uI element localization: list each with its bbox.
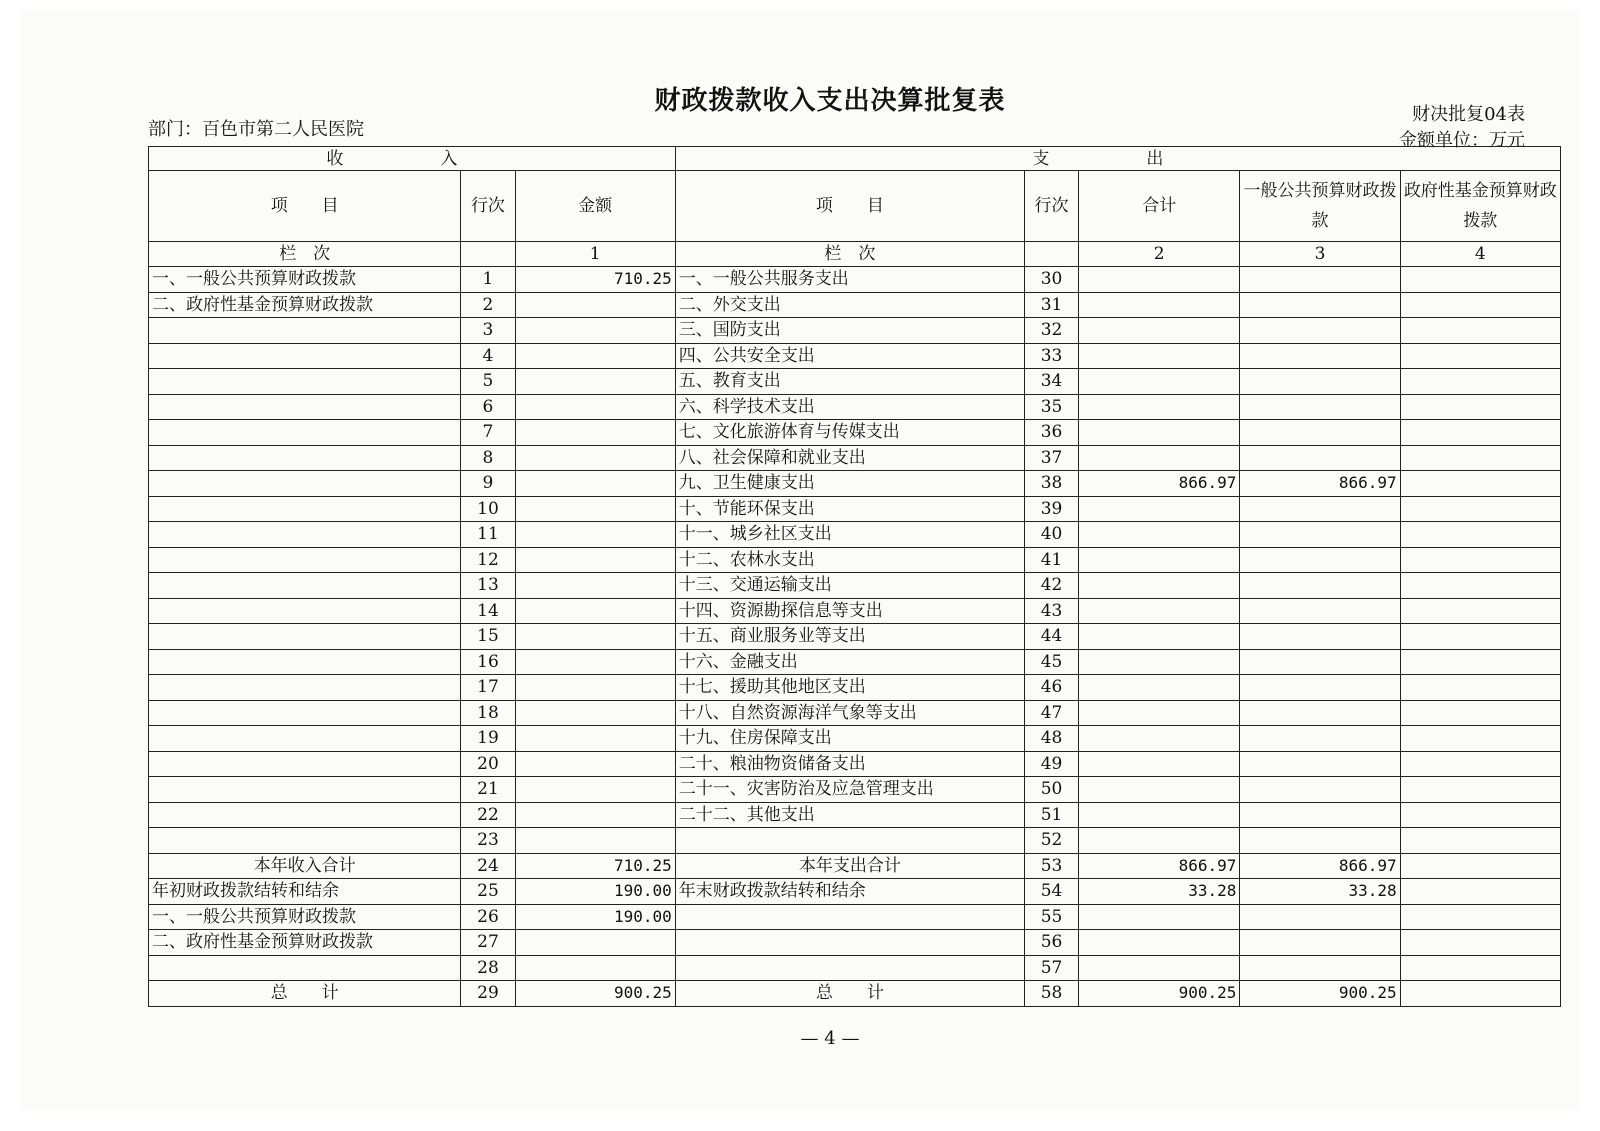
income-row-cell: 9 (461, 471, 515, 497)
income-amount-cell (515, 369, 675, 395)
income-row-cell: 17 (461, 675, 515, 701)
income-item-cell (149, 369, 461, 395)
expense-item-cell (675, 930, 1024, 956)
table-row (149, 496, 1561, 522)
expense-item-cell: 本年支出合计 (675, 853, 1024, 879)
income-item-cell (149, 394, 461, 420)
expense-item-cell: 十二、农林水支出 (675, 547, 1024, 573)
table-row (149, 343, 1561, 369)
table-row (149, 955, 1561, 981)
amount-unit: 金额单位：万元 (1399, 130, 1525, 151)
expense-fund-cell (1400, 547, 1560, 573)
expense-fund-header: 政府性基金预算财政拨款 (1400, 171, 1560, 242)
income-item-header: 项 目 (149, 171, 461, 242)
expense-total-cell (1079, 573, 1240, 599)
income-amount-cell (515, 675, 675, 701)
income-row-cell: 12 (461, 547, 515, 573)
income-amount-cell (515, 445, 675, 471)
table-row (149, 420, 1561, 446)
expense-colno-fund: 4 (1400, 242, 1560, 267)
expense-row-cell: 55 (1024, 904, 1078, 930)
income-section-header (149, 147, 676, 171)
income-amount-cell (515, 751, 675, 777)
table-row (149, 649, 1561, 675)
expense-fund-cell (1400, 726, 1560, 752)
income-row-cell: 20 (461, 751, 515, 777)
income-section-label: 收 入 (326, 148, 498, 169)
income-item-cell (149, 343, 461, 369)
income-amount-cell (515, 496, 675, 522)
income-row-cell: 6 (461, 394, 515, 420)
expense-row-cell: 32 (1024, 318, 1078, 344)
expense-total-cell (1079, 955, 1240, 981)
expense-general-cell: 866.97 (1240, 471, 1400, 497)
expense-row-cell: 38 (1024, 471, 1078, 497)
income-row-cell: 27 (461, 930, 515, 956)
income-row-cell: 16 (461, 649, 515, 675)
expense-general-cell (1240, 547, 1400, 573)
expense-fund-cell (1400, 522, 1560, 548)
expense-row-cell: 36 (1024, 420, 1078, 446)
expense-fund-cell (1400, 879, 1560, 905)
expense-fund-cell (1400, 802, 1560, 828)
expense-fund-cell (1400, 930, 1560, 956)
income-row-cell: 21 (461, 777, 515, 803)
expense-item-cell (675, 828, 1024, 854)
income-item-cell (149, 522, 461, 548)
expense-fund-cell (1400, 904, 1560, 930)
income-amount-cell (515, 955, 675, 981)
expense-general-cell (1240, 955, 1400, 981)
income-row-cell: 4 (461, 343, 515, 369)
income-item-cell (149, 471, 461, 497)
income-item-cell (149, 802, 461, 828)
expense-general-cell (1240, 675, 1400, 701)
income-item-cell: 二、政府性基金预算财政拨款 (149, 292, 461, 318)
expense-fund-cell (1400, 496, 1560, 522)
income-amount-cell (515, 624, 675, 650)
expense-general-cell (1240, 904, 1400, 930)
table-row (149, 394, 1561, 420)
income-item-cell (149, 445, 461, 471)
expense-fund-cell (1400, 573, 1560, 599)
expense-general-cell (1240, 700, 1400, 726)
expense-fund-cell (1400, 649, 1560, 675)
expense-item-header: 项 目 (675, 171, 1024, 242)
expense-total-cell (1079, 547, 1240, 573)
table-row (149, 930, 1561, 956)
expense-general-cell (1240, 496, 1400, 522)
income-row-header: 行次 (461, 171, 515, 242)
income-amount-cell (515, 649, 675, 675)
expense-general-cell (1240, 624, 1400, 650)
income-item-cell: 总 计 (149, 981, 461, 1007)
expense-section-label: 支 出 (1032, 148, 1204, 169)
income-row-cell: 10 (461, 496, 515, 522)
expense-total-cell (1079, 496, 1240, 522)
expense-item-cell: 总 计 (675, 981, 1024, 1007)
expense-section-header (675, 147, 1560, 171)
expense-total-cell (1079, 267, 1240, 293)
expense-row-cell: 46 (1024, 675, 1078, 701)
expense-row-cell: 51 (1024, 802, 1078, 828)
expense-item-cell: 十一、城乡社区支出 (675, 522, 1024, 548)
income-row-cell: 25 (461, 879, 515, 905)
expense-total-cell (1079, 904, 1240, 930)
income-item-cell (149, 496, 461, 522)
income-row-cell: 29 (461, 981, 515, 1007)
income-amount-cell: 900.25 (515, 981, 675, 1007)
expense-total-cell (1079, 369, 1240, 395)
expense-fund-cell (1400, 292, 1560, 318)
table-row (149, 879, 1561, 905)
expense-row-cell: 54 (1024, 879, 1078, 905)
expense-row-cell: 37 (1024, 445, 1078, 471)
income-row-cell: 26 (461, 904, 515, 930)
expense-item-cell: 九、卫生健康支出 (675, 471, 1024, 497)
section-row (149, 147, 1561, 171)
expense-total-cell (1079, 700, 1240, 726)
column-header-row (149, 171, 1561, 242)
expense-row-cell: 34 (1024, 369, 1078, 395)
income-colno-blank (461, 242, 515, 267)
income-row-cell: 13 (461, 573, 515, 599)
column-number-row (149, 242, 1561, 267)
income-item-cell (149, 675, 461, 701)
table-row (149, 369, 1561, 395)
form-code: 财决批复04表 (1412, 104, 1525, 125)
expense-item-cell: 二、外交支出 (675, 292, 1024, 318)
income-item-cell: 二、政府性基金预算财政拨款 (149, 930, 461, 956)
expense-general-cell (1240, 292, 1400, 318)
expense-colno-label: 栏 次 (675, 242, 1024, 267)
expense-colno-blank (1024, 242, 1078, 267)
income-item-cell (149, 828, 461, 854)
expense-fund-cell (1400, 777, 1560, 803)
expense-fund-cell (1400, 420, 1560, 446)
table-row (149, 675, 1561, 701)
expense-item-cell: 四、公共安全支出 (675, 343, 1024, 369)
expense-row-cell: 56 (1024, 930, 1078, 956)
expense-row-cell: 33 (1024, 343, 1078, 369)
expense-row-cell: 35 (1024, 394, 1078, 420)
expense-total-cell (1079, 828, 1240, 854)
expense-row-cell: 49 (1024, 751, 1078, 777)
income-item-cell (149, 598, 461, 624)
expense-row-cell: 45 (1024, 649, 1078, 675)
income-row-cell: 5 (461, 369, 515, 395)
expense-fund-cell (1400, 267, 1560, 293)
income-amount-cell (515, 777, 675, 803)
table-row (149, 751, 1561, 777)
expense-total-cell (1079, 292, 1240, 318)
expense-general-cell (1240, 318, 1400, 344)
expense-general-cell (1240, 802, 1400, 828)
table-row (149, 292, 1561, 318)
expense-row-cell: 52 (1024, 828, 1078, 854)
expense-row-cell: 43 (1024, 598, 1078, 624)
income-row-cell: 15 (461, 624, 515, 650)
expense-general-cell (1240, 777, 1400, 803)
expense-fund-cell (1400, 675, 1560, 701)
income-item-cell (149, 726, 461, 752)
expense-total-cell (1079, 726, 1240, 752)
expense-total-cell (1079, 777, 1240, 803)
expense-row-cell: 57 (1024, 955, 1078, 981)
expense-item-cell: 二十一、灾害防治及应急管理支出 (675, 777, 1024, 803)
expense-fund-cell (1400, 394, 1560, 420)
expense-general-cell (1240, 751, 1400, 777)
income-row-cell: 14 (461, 598, 515, 624)
expense-general-cell (1240, 394, 1400, 420)
expense-item-cell: 一、一般公共服务支出 (675, 267, 1024, 293)
income-amount-cell: 190.00 (515, 879, 675, 905)
expense-item-cell: 八、社会保障和就业支出 (675, 445, 1024, 471)
table-row (149, 598, 1561, 624)
table-row (149, 828, 1561, 854)
income-item-cell (149, 420, 461, 446)
income-row-cell: 28 (461, 955, 515, 981)
expense-total-cell (1079, 445, 1240, 471)
table-row (149, 318, 1561, 344)
expense-colno-general: 3 (1240, 242, 1400, 267)
expense-item-cell: 年末财政拨款结转和结余 (675, 879, 1024, 905)
income-amount-cell (515, 828, 675, 854)
expense-item-cell: 十三、交通运输支出 (675, 573, 1024, 599)
income-amount-cell: 710.25 (515, 267, 675, 293)
expense-total-cell (1079, 420, 1240, 446)
expense-fund-cell (1400, 955, 1560, 981)
expense-general-cell (1240, 369, 1400, 395)
expense-item-cell: 六、科学技术支出 (675, 394, 1024, 420)
income-item-cell (149, 624, 461, 650)
expense-general-cell: 866.97 (1240, 853, 1400, 879)
expense-total-cell (1079, 802, 1240, 828)
expense-item-cell: 五、教育支出 (675, 369, 1024, 395)
expense-item-cell: 二十二、其他支出 (675, 802, 1024, 828)
expense-fund-cell (1400, 445, 1560, 471)
income-item-cell (149, 777, 461, 803)
expense-item-cell (675, 904, 1024, 930)
expense-fund-cell (1400, 751, 1560, 777)
income-item-cell (149, 751, 461, 777)
expense-general-cell: 900.25 (1240, 981, 1400, 1007)
expense-fund-cell (1400, 853, 1560, 879)
table-row (149, 522, 1561, 548)
expense-general-header: 一般公共预算财政拨款 (1240, 171, 1400, 242)
expense-item-cell: 十五、商业服务业等支出 (675, 624, 1024, 650)
expense-colno-total: 2 (1079, 242, 1240, 267)
expense-general-cell (1240, 726, 1400, 752)
appropriation-table (148, 146, 1561, 1007)
expense-row-cell: 50 (1024, 777, 1078, 803)
table-row (149, 573, 1561, 599)
expense-general-cell (1240, 267, 1400, 293)
expense-total-cell: 866.97 (1079, 471, 1240, 497)
income-amount-cell (515, 343, 675, 369)
income-amount-cell (515, 394, 675, 420)
expense-total-cell (1079, 343, 1240, 369)
expense-item-cell: 十九、住房保障支出 (675, 726, 1024, 752)
expense-total-cell (1079, 318, 1240, 344)
expense-total-cell (1079, 522, 1240, 548)
expense-total-cell (1079, 624, 1240, 650)
page-number: — 4 — (800, 1028, 860, 1049)
income-amount-cell (515, 420, 675, 446)
expense-total-cell (1079, 649, 1240, 675)
income-amount-cell: 190.00 (515, 904, 675, 930)
expense-fund-cell (1400, 598, 1560, 624)
expense-total-cell (1079, 675, 1240, 701)
income-amount-cell (515, 318, 675, 344)
income-row-cell: 2 (461, 292, 515, 318)
income-amount-cell (515, 598, 675, 624)
table-row (149, 802, 1561, 828)
table-row (149, 267, 1561, 293)
expense-general-cell (1240, 930, 1400, 956)
income-colno-label: 栏 次 (149, 242, 461, 267)
expense-item-cell: 七、文化旅游体育与传媒支出 (675, 420, 1024, 446)
expense-row-cell: 39 (1024, 496, 1078, 522)
income-amount-cell (515, 700, 675, 726)
income-item-cell: 年初财政拨款结转和结余 (149, 879, 461, 905)
income-row-cell: 11 (461, 522, 515, 548)
expense-item-cell: 十、节能环保支出 (675, 496, 1024, 522)
income-amount-cell (515, 930, 675, 956)
expense-item-cell: 十四、资源勘探信息等支出 (675, 598, 1024, 624)
expense-total-header: 合计 (1079, 171, 1240, 242)
expense-total-cell: 866.97 (1079, 853, 1240, 879)
income-amount-cell (515, 802, 675, 828)
income-amount-header: 金额 (515, 171, 675, 242)
expense-general-cell (1240, 649, 1400, 675)
expense-row-cell: 47 (1024, 700, 1078, 726)
expense-item-cell (675, 955, 1024, 981)
table-row (149, 981, 1561, 1007)
table-row (149, 853, 1561, 879)
expense-row-cell: 31 (1024, 292, 1078, 318)
expense-row-header: 行次 (1024, 171, 1078, 242)
income-amount-cell (515, 573, 675, 599)
income-item-cell (149, 318, 461, 344)
income-row-cell: 8 (461, 445, 515, 471)
expense-row-cell: 30 (1024, 267, 1078, 293)
expense-general-cell: 33.28 (1240, 879, 1400, 905)
income-amount-cell (515, 726, 675, 752)
expense-fund-cell (1400, 700, 1560, 726)
expense-total-cell: 33.28 (1079, 879, 1240, 905)
expense-row-cell: 48 (1024, 726, 1078, 752)
expense-fund-cell (1400, 471, 1560, 497)
table-row (149, 624, 1561, 650)
expense-fund-cell (1400, 981, 1560, 1007)
table-row (149, 471, 1561, 497)
expense-general-cell (1240, 445, 1400, 471)
income-row-cell: 1 (461, 267, 515, 293)
expense-row-cell: 44 (1024, 624, 1078, 650)
income-amount-cell (515, 292, 675, 318)
expense-general-cell (1240, 343, 1400, 369)
income-item-cell (149, 547, 461, 573)
expense-fund-cell (1400, 624, 1560, 650)
page-title: 财政拨款收入支出决算批复表 (654, 86, 1006, 116)
expense-total-cell (1079, 930, 1240, 956)
income-row-cell: 19 (461, 726, 515, 752)
expense-general-cell (1240, 522, 1400, 548)
expense-item-cell: 十八、自然资源海洋气象等支出 (675, 700, 1024, 726)
expense-item-cell: 十六、金融支出 (675, 649, 1024, 675)
income-row-cell: 18 (461, 700, 515, 726)
income-amount-cell (515, 522, 675, 548)
income-item-cell: 本年收入合计 (149, 853, 461, 879)
expense-item-cell: 十七、援助其他地区支出 (675, 675, 1024, 701)
income-row-cell: 24 (461, 853, 515, 879)
expense-row-cell: 40 (1024, 522, 1078, 548)
expense-total-cell (1079, 394, 1240, 420)
expense-row-cell: 53 (1024, 853, 1078, 879)
income-row-cell: 22 (461, 802, 515, 828)
expense-general-cell (1240, 598, 1400, 624)
expense-fund-cell (1400, 828, 1560, 854)
expense-general-cell (1240, 573, 1400, 599)
income-amount-cell (515, 471, 675, 497)
income-item-cell (149, 700, 461, 726)
expense-fund-cell (1400, 343, 1560, 369)
expense-row-cell: 41 (1024, 547, 1078, 573)
expense-fund-cell (1400, 369, 1560, 395)
income-row-cell: 23 (461, 828, 515, 854)
expense-total-cell: 900.25 (1079, 981, 1240, 1007)
income-row-cell: 7 (461, 420, 515, 446)
department-label: 部门：百色市第二人民医院 (148, 119, 364, 140)
table-row (149, 777, 1561, 803)
income-item-cell: 一、一般公共预算财政拨款 (149, 904, 461, 930)
income-amount-cell (515, 547, 675, 573)
income-item-cell: 一、一般公共预算财政拨款 (149, 267, 461, 293)
expense-row-cell: 42 (1024, 573, 1078, 599)
income-amount-cell: 710.25 (515, 853, 675, 879)
table-row (149, 547, 1561, 573)
table-row (149, 700, 1561, 726)
table-row (149, 904, 1561, 930)
table-row (149, 445, 1561, 471)
expense-general-cell (1240, 420, 1400, 446)
income-item-cell (149, 955, 461, 981)
income-row-cell: 3 (461, 318, 515, 344)
income-item-cell (149, 649, 461, 675)
expense-total-cell (1079, 598, 1240, 624)
income-colno-amount: 1 (515, 242, 675, 267)
expense-total-cell (1079, 751, 1240, 777)
expense-item-cell: 三、国防支出 (675, 318, 1024, 344)
expense-item-cell: 二十、粮油物资储备支出 (675, 751, 1024, 777)
expense-general-cell (1240, 828, 1400, 854)
income-item-cell (149, 573, 461, 599)
expense-fund-cell (1400, 318, 1560, 344)
expense-row-cell: 58 (1024, 981, 1078, 1007)
table-row (149, 726, 1561, 752)
